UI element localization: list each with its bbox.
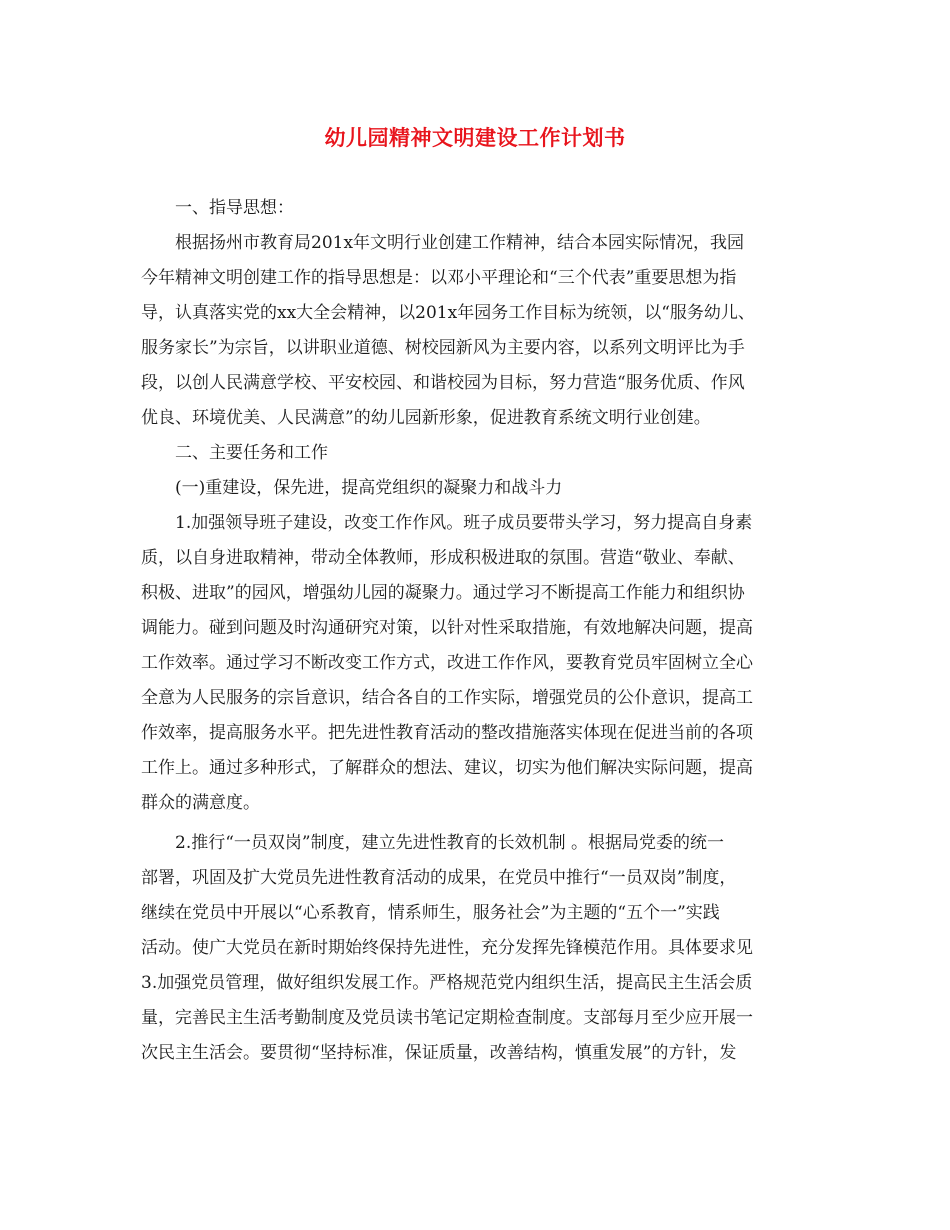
section-heading-1: 一、指导思想： xyxy=(175,198,294,218)
subsection-heading: (一)重建设，保先进，提高党组织的凝聚力和战斗力 xyxy=(175,478,563,498)
paragraph-line: 导，认真落实党的xx大全会精神，以201x年园务工作目标为统领，以“服务幼儿、 xyxy=(141,303,755,323)
section-heading-2: 二、主要任务和工作 xyxy=(175,443,328,463)
paragraph-line: 群众的满意度。 xyxy=(141,793,260,813)
paragraph-line: 质，以自身进取精神，带动全体教师，形成积极进取的氛围。营造“敬业、奉献、 xyxy=(141,548,745,568)
paragraph-line: 优良、环境优美、人民满意”的幼儿园新形象，促进教育系统文明行业创建。 xyxy=(141,408,711,428)
paragraph-line: 今年精神文明创建工作的指导思想是：以邓小平理论和“三个代表”重要思想为指 xyxy=(141,268,737,288)
paragraph-line: 3.加强党员管理，做好组织发展工作。严格规范党内组织生活，提高民主生活会质 xyxy=(141,973,753,993)
paragraph-line: 服务家长”为宗旨，以讲职业道德、树校园新风为主要内容，以系列文明评比为手 xyxy=(141,338,745,358)
paragraph-line: 量，完善民主生活考勤制度及党员读书笔记定期检查制度。支部每月至少应开展一 xyxy=(141,1008,753,1028)
paragraph-line: 段，以创人民满意学校、平安校园、和谐校园为目标，努力营造“服务优质、作风 xyxy=(141,373,745,393)
paragraph-line: 根据扬州市教育局201x年文明行业创建工作精神，结合本园实际情况，我园 xyxy=(175,233,745,253)
paragraph-line: 工作效率。通过学习不断改变工作方式，改进工作作风，要教育党员牢固树立全心 xyxy=(141,653,753,673)
paragraph-line: 次民主生活会。要贯彻“坚持标准，保证质量，改善结构，慎重发展”的方针，发 xyxy=(141,1043,737,1063)
paragraph-line: 2.推行“一员双岗”制度，建立先进性教育的长效机制 。根据局党委的统一 xyxy=(175,833,725,853)
paragraph-line: 全意为人民服务的宗旨意识，结合各自的工作实际，增强党员的公仆意识，提高工 xyxy=(141,688,753,708)
paragraph-line: 工作上。通过多种形式，了解群众的想法、建议，切实为他们解决实际问题，提高 xyxy=(141,758,753,778)
paragraph-line: 积极、进取”的园风，增强幼儿园的凝聚力。通过学习不断提高工作能力和组织协 xyxy=(141,583,745,603)
document-title: 幼儿园精神文明建设工作计划书 xyxy=(324,125,626,150)
paragraph-line: 继续在党员中开展以“心系教育，情系师生，服务社会”为主题的“五个一”实践 xyxy=(141,903,720,923)
paragraph-line: 调能力。碰到问题及时沟通研究对策，以针对性采取措施，有效地解决问题，提高 xyxy=(141,618,753,638)
paragraph-line: 作效率，提高服务水平。把先进性教育活动的整改措施落实体现在促进当前的各项 xyxy=(141,723,753,743)
paragraph-line: 部署，巩固及扩大党员先进性教育活动的成果，在党员中推行“一员双岗”制度， xyxy=(141,868,737,888)
paragraph-line: 活动。使广大党员在新时期始终保持先进性，充分发挥先锋模范作用。具体要求见 xyxy=(141,938,753,958)
paragraph-line: 1.加强领导班子建设，改变工作作风。班子成员要带头学习，努力提高自身素 xyxy=(175,513,753,533)
